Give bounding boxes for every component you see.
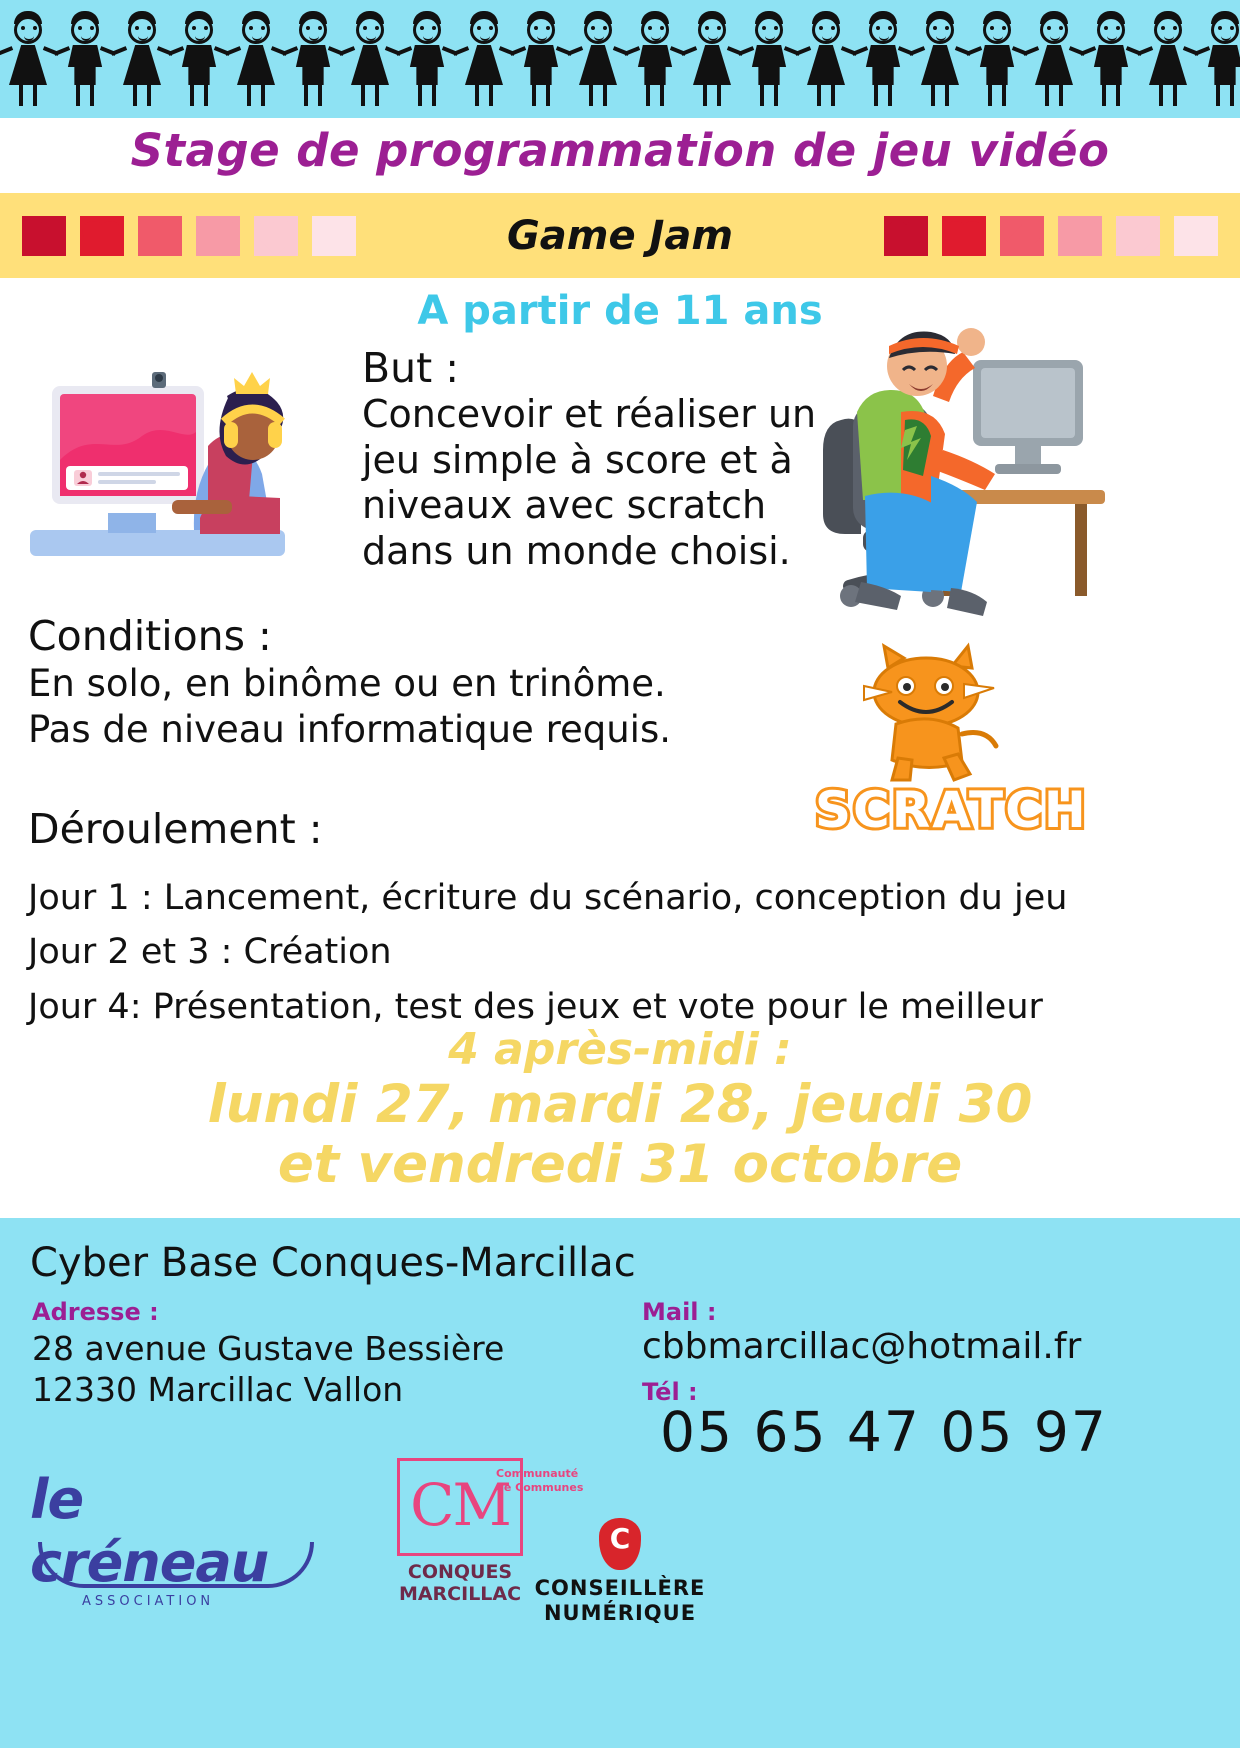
- but-line-2: jeu simple à score et à: [362, 437, 793, 482]
- mail-label: Mail :: [642, 1298, 717, 1326]
- address-line-1: 28 avenue Gustave Bessière: [32, 1329, 505, 1368]
- kid-figure-icon: [114, 16, 171, 108]
- dates-line-2: lundi 27, mardi 28, jeudi 30: [207, 1073, 1033, 1135]
- page-title: Stage de programmation de jeu vidéo: [130, 124, 1110, 177]
- heart-icon: [312, 216, 356, 256]
- but-line-3: niveaux avec scratch: [362, 483, 767, 528]
- kid-figure-icon: [1026, 16, 1083, 108]
- kid-figure-icon: [684, 16, 741, 108]
- heart-icon: [1000, 216, 1044, 256]
- section-but: [362, 345, 882, 575]
- kid-figure-icon: [513, 16, 570, 108]
- deroulement-line-1: Jour 1 : Lancement, écriture du scénario, conception du jeu: [28, 878, 1068, 918]
- heart-icon: [884, 216, 928, 256]
- kid-figure-icon: [456, 16, 513, 108]
- heart-icon: [196, 216, 240, 256]
- contact-block: [0, 1218, 1240, 1748]
- section-conditions: [28, 612, 808, 754]
- cn-line-2: NUMÉRIQUE: [543, 1601, 697, 1626]
- kids-row: [0, 10, 1240, 108]
- logo-le-creneau: [30, 1468, 330, 1609]
- dates-line-1: 4 après-midi :: [448, 1024, 792, 1075]
- cm-name-line-2: MARCILLAC: [398, 1582, 522, 1605]
- kid-figure-icon: [228, 16, 285, 108]
- cm-letters: CM: [410, 1471, 510, 1539]
- creneau-name: le créneau: [30, 1468, 269, 1594]
- logo-conseillere-numerique: [505, 1518, 735, 1626]
- address-line-2: 12330 Marcillac Vallon: [32, 1370, 404, 1410]
- tel-label: Tél :: [642, 1378, 698, 1406]
- kid-figure-icon: [1197, 16, 1240, 108]
- kid-figure-icon: [1140, 16, 1197, 108]
- kid-figure-icon: [171, 16, 228, 108]
- kid-figure-icon: [0, 16, 57, 108]
- heart-icon: [942, 216, 986, 256]
- kid-figure-icon: [627, 16, 684, 108]
- heart-icon: [22, 216, 66, 256]
- kid-figure-icon: [399, 16, 456, 108]
- game-jam-label: Game Jam: [506, 212, 734, 259]
- kid-figure-icon: [57, 16, 114, 108]
- tel-value[interactable]: 05 65 47 05 97: [660, 1400, 1108, 1464]
- mail-value[interactable]: cbbmarcillac@hotmail.fr: [642, 1326, 1082, 1367]
- hearts-left: [0, 216, 378, 256]
- heart-icon: [138, 216, 182, 256]
- organisation-name: Cyber Base Conques-Marcillac: [30, 1240, 636, 1286]
- kid-figure-icon: [969, 16, 1026, 108]
- kid-figure-icon: [741, 16, 798, 108]
- cm-name-line-1: CONQUES: [407, 1561, 513, 1583]
- kid-figure-icon: [342, 16, 399, 108]
- kid-figure-icon: [570, 16, 627, 108]
- conditions-heading: Conditions :: [28, 612, 272, 660]
- scratch-cat-illustration: [840, 640, 1030, 790]
- address-value: [32, 1328, 504, 1411]
- scratch-wordmark: SCRATCH: [815, 781, 1088, 839]
- but-line-4: dans un monde choisi.: [362, 528, 791, 573]
- deroulement-heading: Déroulement :: [28, 805, 323, 853]
- heart-icon: [80, 216, 124, 256]
- kid-figure-icon: [912, 16, 969, 108]
- cm-top-text: [496, 1467, 606, 1495]
- heart-icon: [254, 216, 298, 256]
- kid-figure-icon: [1083, 16, 1140, 108]
- kids-decoration-band: [0, 0, 1240, 118]
- cm-top-line-1: Communauté: [496, 1467, 579, 1480]
- dates-line-3: et vendredi 31 octobre: [277, 1133, 963, 1195]
- creneau-swoosh: [38, 1542, 314, 1588]
- hearts-right: [862, 216, 1240, 256]
- kid-figure-icon: [798, 16, 855, 108]
- dates-block: [0, 1025, 1240, 1194]
- section-deroulement: [28, 805, 1218, 1034]
- heart-icon: [1116, 216, 1160, 256]
- heart-icon: [1174, 216, 1218, 256]
- creneau-sub: ASSOCIATION: [82, 1594, 215, 1609]
- heart-icon: [1058, 216, 1102, 256]
- deroulement-line-2: Jour 2 et 3 : Création: [28, 932, 392, 973]
- address-label: Adresse :: [32, 1298, 159, 1326]
- conditions-line-1: En solo, en binôme ou en trinôme.: [28, 662, 666, 706]
- age-requirement: A partir de 11 ans: [417, 288, 823, 334]
- cm-top-line-2: de Communes: [496, 1480, 584, 1494]
- conditions-line-2: Pas de niveau informatique requis.: [28, 708, 671, 752]
- game-jam-band: [0, 193, 1240, 278]
- location-pin-icon: [599, 1518, 641, 1570]
- girl-at-computer-illustration: [22, 350, 312, 565]
- deroulement-line-3: Jour 4: Présentation, test des jeux et vote pour le meilleur: [28, 986, 1043, 1027]
- cn-text: [505, 1576, 735, 1626]
- kid-figure-icon: [855, 16, 912, 108]
- kid-figure-icon: [285, 16, 342, 108]
- but-heading: But :: [362, 344, 460, 392]
- but-line-1: Concevoir et réaliser un: [362, 392, 817, 437]
- cn-line-1: CONSEILLÈRE: [534, 1576, 706, 1600]
